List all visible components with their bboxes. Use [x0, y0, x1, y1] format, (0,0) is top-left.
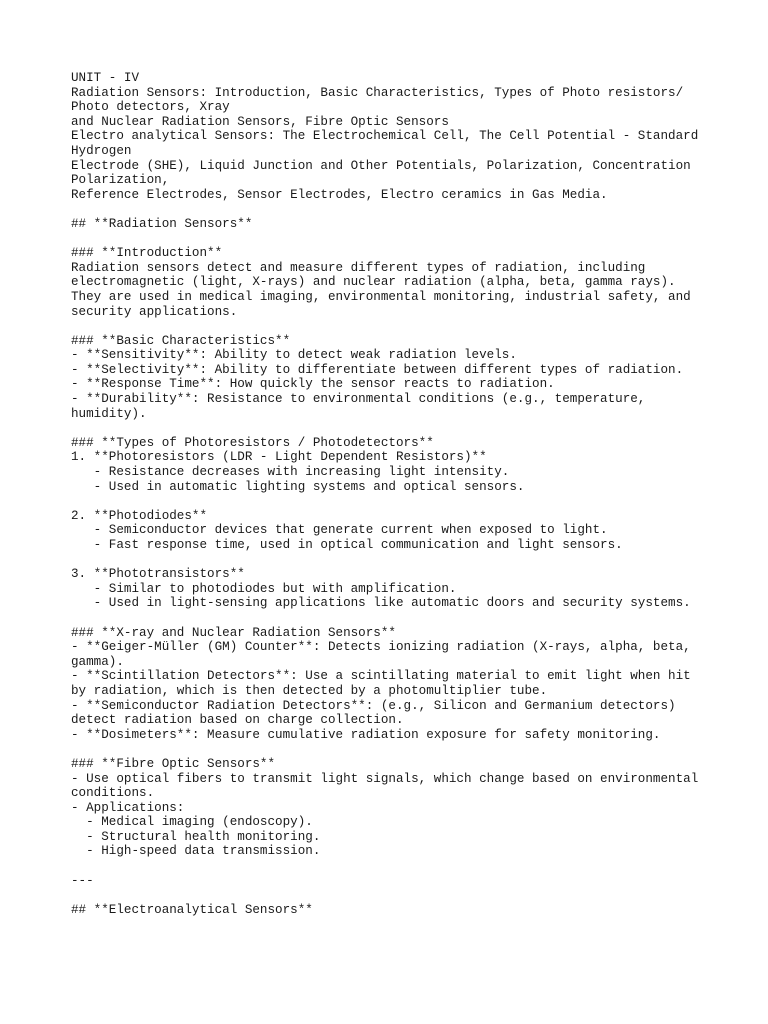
blank-line	[71, 232, 731, 247]
blank-line	[71, 202, 731, 217]
blank-line	[71, 494, 731, 509]
text-line: humidity).	[71, 406, 147, 421]
text-line: detect radiation based on charge collection.	[71, 713, 404, 728]
text-line: gamma).	[71, 654, 124, 669]
section-heading: ## **Electroanalytical Sensors**	[71, 902, 313, 917]
bullet-item: - **Response Time**: How quickly the sensor reacts to radiation.	[71, 377, 555, 392]
bullet-item: - Used in automatic lighting systems and optical sensors.	[71, 479, 525, 494]
text-line: They are used in medical imaging, environmental monitoring, industrial safety, and	[71, 289, 691, 304]
text-line: conditions.	[71, 786, 155, 801]
document-body	[71, 71, 731, 917]
bullet-item: - **Durability**: Resistance to environmental conditions (e.g., temperature,	[71, 392, 646, 407]
blank-line	[71, 553, 731, 568]
subsection-heading: ### **Basic Characteristics**	[71, 333, 291, 348]
subsection-heading: ### **Fibre Optic Sensors**	[71, 756, 276, 771]
bullet-item: - **Scintillation Detectors**: Use a scintillating material to emit light when hit	[71, 669, 691, 684]
unit-title: UNIT - IV	[71, 71, 140, 85]
subsection-heading: ### **Types of Photoresistors / Photodetectors**	[71, 435, 434, 450]
subsection-heading: ### **X-ray and Nuclear Radiation Sensors**	[71, 625, 396, 640]
bullet-item: - **Selectivity**: Ability to differentiate between different types of radiation.	[71, 362, 684, 377]
numbered-item: 1. **Photoresistors (LDR - Light Dependent Resistors)**	[71, 450, 487, 465]
text-line: security applications.	[71, 304, 238, 319]
text-line: Polarization,	[71, 173, 170, 188]
horizontal-rule: ---	[71, 873, 94, 888]
bullet-item: - Applications:	[71, 800, 185, 815]
text-line: Hydrogen	[71, 143, 132, 158]
section-heading: ## **Radiation Sensors**	[71, 216, 253, 231]
subsection-heading: ### **Introduction**	[71, 246, 223, 261]
text-line: and Nuclear Radiation Sensors, Fibre Optic Sensors	[71, 114, 449, 129]
text-line: by radiation, which is then detected by a photomultiplier tube.	[71, 683, 548, 698]
bullet-item: - Use optical fibers to transmit light signals, which change based on environmental	[71, 771, 699, 786]
bullet-item: - Used in light-sensing applications like automatic doors and security systems.	[71, 596, 691, 611]
bullet-item: - Structural health monitoring.	[71, 829, 321, 844]
bullet-item: - **Sensitivity**: Ability to detect weak radiation levels.	[71, 348, 517, 363]
numbered-item: 3. **Phototransistors**	[71, 567, 245, 582]
bullet-item: - Medical imaging (endoscopy).	[71, 815, 313, 830]
text-line: Photo detectors, Xray	[71, 100, 230, 115]
blank-line	[71, 611, 731, 626]
text-line: Radiation Sensors: Introduction, Basic Characteristics, Types of Photo resistors/	[71, 85, 684, 100]
blank-line	[71, 888, 731, 903]
blank-line	[71, 742, 731, 757]
bullet-item: - Similar to photodiodes but with amplification.	[71, 581, 457, 596]
text-line: Electro analytical Sensors: The Electrochemical Cell, The Cell Potential - Standard	[71, 129, 699, 144]
text-line: Radiation sensors detect and measure different types of radiation, including	[71, 260, 646, 275]
bullet-item: - **Semiconductor Radiation Detectors**: (e.g., Silicon and Germanium detectors)	[71, 698, 676, 713]
bullet-item: - Fast response time, used in optical communication and light sensors.	[71, 538, 623, 552]
bullet-item: - Semiconductor devices that generate current when exposed to light.	[71, 523, 608, 538]
bullet-item: - **Dosimeters**: Measure cumulative radiation exposure for safety monitoring.	[71, 727, 661, 742]
text-line: Electrode (SHE), Liquid Junction and Other Potentials, Polarization, Concentration	[71, 158, 691, 173]
blank-line	[71, 421, 731, 436]
bullet-item: - **Geiger-Müller (GM) Counter**: Detects ionizing radiation (X-rays, alpha, beta,	[71, 640, 691, 655]
blank-line	[71, 319, 731, 334]
bullet-item: - High-speed data transmission.	[71, 844, 321, 859]
blank-line	[71, 859, 731, 874]
numbered-item: 2. **Photodiodes**	[71, 508, 208, 523]
bullet-item: - Resistance decreases with increasing light intensity.	[71, 465, 510, 480]
text-line: electromagnetic (light, X-rays) and nuclear radiation (alpha, beta, gamma rays).	[71, 275, 676, 290]
text-line: Reference Electrodes, Sensor Electrodes, Electro ceramics in Gas Media.	[71, 187, 608, 202]
